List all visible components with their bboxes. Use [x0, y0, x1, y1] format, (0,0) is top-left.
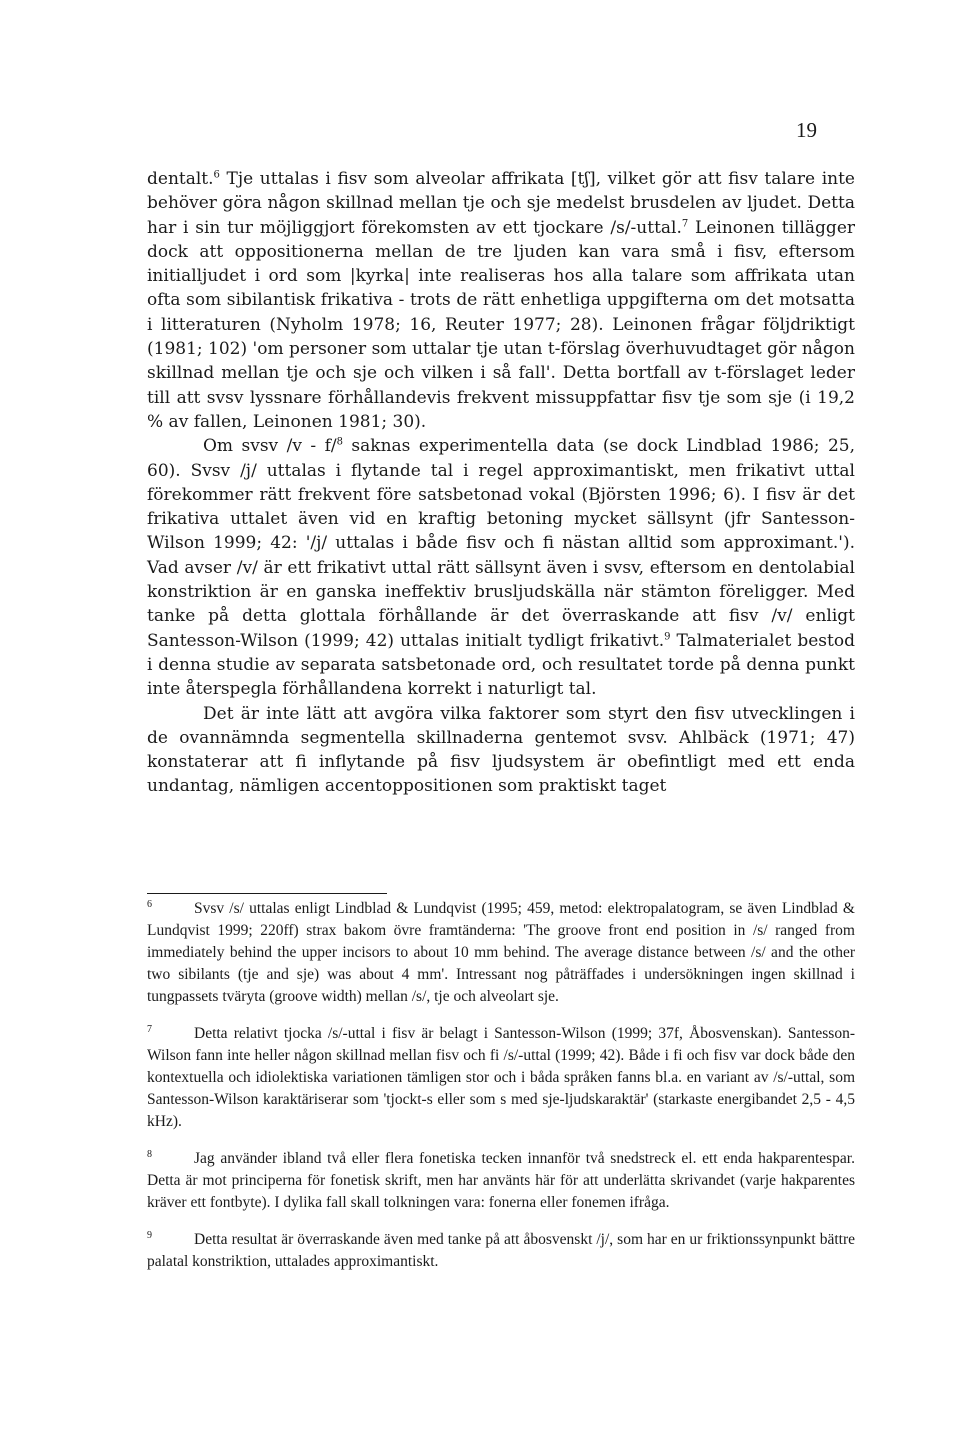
footnotes	[147, 898, 855, 1288]
footnote	[147, 1023, 855, 1133]
footnote-text: Jag använder ibland två eller flera fonetiska tecken innanför två snedstreck el. ett enda hakparentespar. Detta är mot principerna för fonetisk skrift, men har använts här för att underlätta skrivandet (varje hakparentes kräver ett fontbyte). I dylika fall skall tolkningen vara: fonerna eller fonemen ifråga.	[147, 1150, 855, 1211]
footnote-text: Svsv /s/ uttalas enligt Lindblad & Lundqvist (1995; 459, metod: elektropalatogram, se även Lindblad & Lundqvist 1999; 220ff) strax bakom övre framtänderna: 'The groove front end position in /s/ ranged from immediately behind the upper incisors to about 10 mm behind. The average distance between /s/ and the other two sibilants (tje and sje) was about 4 mm'. Intressant nog påträffades i undersökningen ingen skillnad i tungpassets tväryta (groove width) mellan /s/, tje och alveolart sje.	[147, 900, 855, 1005]
footnote-ref: 6	[213, 169, 220, 181]
text-run: saknas experimentella data (se dock Lindblad 1986; 25, 60). Svsv /j/ uttalas i flytande tal i regel approximantiskt, men frikativt uttal förekommer rätt frekvent före satsbetonad vokal (Björsten 1996; 6). I fisv är det frikativa uttalet även vid en kraftig betoning mycket sällsynt (jfr Santesson-Wilson 1999; 42: '/j/ uttalas i både fisv och fi nästan alltid som approximant.'). Vad avser /v/ är ett frikativt uttal rätt sällsynt även i svsv, eftersom en dentolabial konstriktion är en ganska ineffektiv brusljudskälla när stämton föreligger. Med tanke på detta glottala förhållande är det överraskande att fisv /v/ enligt Santesson-Wilson (1999; 42) uttalas initialt tydligt frikativt.	[147, 436, 855, 651]
text-run: Talmaterialet bestod i denna studie av separata satsbetonade ord, och resultatet torde på denna punkt inte återspegla förhållandena korrekt i naturligt tal.	[147, 630, 855, 700]
text-run: Det är inte lätt att avgöra vilka faktorer som styrt den fisv utvecklingen i de ovannämnda segmentella skillnaderna gentemot svsv. Ahlbäck (1971; 47) konstaterar att fi inflytande på fisv ljudsystem är obefintligt med ett enda undantag, nämligen accentoppositionen som praktiskt taget	[147, 703, 855, 797]
footnote-mark: 6	[147, 898, 152, 910]
footnote-text: Detta relativt tjocka /s/-uttal i fisv är belagt i Santesson-Wilson (1999; 37f, Åbosvenskan). Santesson-Wilson fann inte heller någon skillnad mellan fisv och fi /s/-uttal (1999; 42). Både i fi och fisv var dock både den kontextuella och idiolektiska variationen tämligen stor och i båda språken fanns bl.a. en variant av /s/-uttal, som Santesson-Wilson karaktäriserar som 'tjockt-s eller som s med sje-ljudskaraktär' (starkaste energibandet 2,5 - 4,5 kHz).	[147, 1025, 855, 1130]
text-run: Om svsv /v - f/	[203, 436, 337, 457]
paragraph	[147, 702, 855, 799]
paragraph	[147, 434, 855, 701]
footnote-ref: 7	[681, 217, 689, 229]
footnote	[147, 898, 855, 1008]
page-number: 19	[796, 118, 817, 142]
footnote-mark: 7	[147, 1023, 152, 1035]
footnote-text: Detta resultat är överraskande även med tanke på att åbosvenskt /j/, som har en ur friktionssynpunkt bättre palatal konstriktion, uttalades approximantiskt.	[147, 1231, 855, 1270]
footnote-ref: 8	[336, 436, 343, 448]
footnote-mark: 9	[147, 1229, 152, 1241]
paragraph	[147, 167, 855, 434]
text-run: Leinonen tillägger dock att oppositionerna mellan de tre ljuden kan vara små i fisv, eftersom initialljudet i ord som |kyrka| inte realiseras hos alla talare som affrikata utan ofta som sibilantisk frikativa - trots de rätt enhetliga uppgifterna om det motsatta i litteraturen (Nyholm 1978; 16, Reuter 1977; 28). Leinonen frågar följdriktigt (1981; 102) 'om personer som uttalar tje utan t-förslag överhuvudtaget gör någon skillnad mellan tje och sje och vilken i så fall'. Detta bortfall av t-förslaget leder till att svsv lyssnare förhållandevis frekvent missuppfattar fisv tje som sje (i 19,2 % av fallen, Leinonen 1981; 30).	[147, 217, 856, 432]
body-text	[147, 167, 855, 799]
footnote	[147, 1229, 855, 1273]
footnote-ref: 9	[664, 630, 671, 642]
footnote-rule	[147, 893, 387, 894]
text-run: Tje uttalas i fisv som alveolar affrikata [tʃ], vilket gör att fisv talare inte behöver göra någon skillnad mellan tje och sje medelst brusdelen av ljudet. Detta har i sin tur möjliggjort förekomsten av ett tjockare /s/-uttal.	[147, 169, 855, 238]
footnote	[147, 1148, 855, 1214]
text-run: dentalt.	[147, 169, 214, 189]
footnote-mark: 8	[147, 1148, 152, 1160]
